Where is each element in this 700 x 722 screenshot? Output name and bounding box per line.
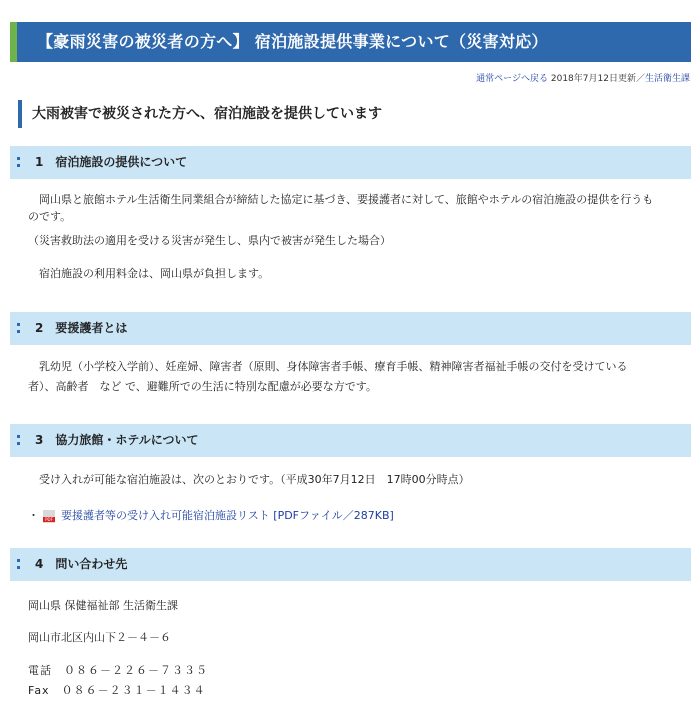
section-3-text: 受け入れが可能な宿泊施設は、次のとおりです。（平成30年7月12日 17時00分時点） xyxy=(28,473,470,486)
section-title: 3 協力旅館・ホテルについて xyxy=(35,433,199,447)
section-1-text-line-3: （災害救助法の適用を受ける災害が発生し、県内で被害が発生した場合） xyxy=(28,234,391,247)
contact-fax: Fax ０８６－２３１－１４３４ xyxy=(28,684,206,697)
accommodation-list-pdf-link[interactable]: 要援護者等の受け入れ可能宿泊施設リスト [PDFファイル／287KB] xyxy=(61,509,394,522)
section-2-text-line-1: 乳幼児（小学校入学前）、妊産婦、障害者（原則、身体障害者手帳、療育手帳、精神障害者福祉手帳の交付を受けている xyxy=(28,360,628,373)
page-title: 【豪雨災害の被災者の方へ】 宿泊施設提供事業について（災害対応） xyxy=(37,32,548,51)
main-heading: 大雨被害で被災された方へ、宿泊施設を提供しています xyxy=(18,100,382,128)
section-marker-icon xyxy=(17,323,20,334)
section-marker-icon xyxy=(17,559,20,570)
contact-phone: 電話 ０８６－２２６－７３３５ xyxy=(28,664,208,677)
back-to-normal-page-link[interactable]: 通常ページへ戻る xyxy=(476,74,548,84)
meta-separator: ／ xyxy=(635,74,645,84)
section-header-4 xyxy=(10,548,691,581)
pdf-link-item xyxy=(28,507,394,523)
section-header-2 xyxy=(10,312,691,345)
pdf-icon xyxy=(43,510,55,523)
section-2-text-line-2: 者）、高齢者 など で、避難所での生活に特別な配慮が必要な方です。 xyxy=(28,380,377,393)
section-marker-icon xyxy=(17,157,20,168)
department-link[interactable]: 生活衛生課 xyxy=(644,74,690,84)
section-title: 2 要援護者とは xyxy=(35,321,128,335)
section-title: 1 宿泊施設の提供について xyxy=(35,155,188,169)
section-header-1 xyxy=(10,146,691,179)
section-header-3 xyxy=(10,424,691,457)
bullet: ・ xyxy=(28,509,39,522)
title-bar xyxy=(10,22,691,62)
contact-address: 岡山市北区内山下２－４－６ xyxy=(28,631,171,644)
section-1-text-line-1: 岡山県と旅館ホテル生活衛生同業組合が締結した協定に基づき、要援護者に対して、旅館やホテルの宿泊施設の提供を行うも xyxy=(28,193,654,206)
section-1-text-line-2: のです。 xyxy=(28,210,72,223)
section-title: 4 問い合わせ先 xyxy=(35,557,128,571)
section-1-fee-text: 宿泊施設の利用料金は、岡山県が負担します。 xyxy=(28,267,270,280)
contact-department: 岡山県 保健福祉部 生活衛生課 xyxy=(28,599,178,612)
updated-date: 2018年7月12日更新 xyxy=(550,74,636,84)
update-info xyxy=(476,71,690,84)
section-marker-icon xyxy=(17,435,20,446)
